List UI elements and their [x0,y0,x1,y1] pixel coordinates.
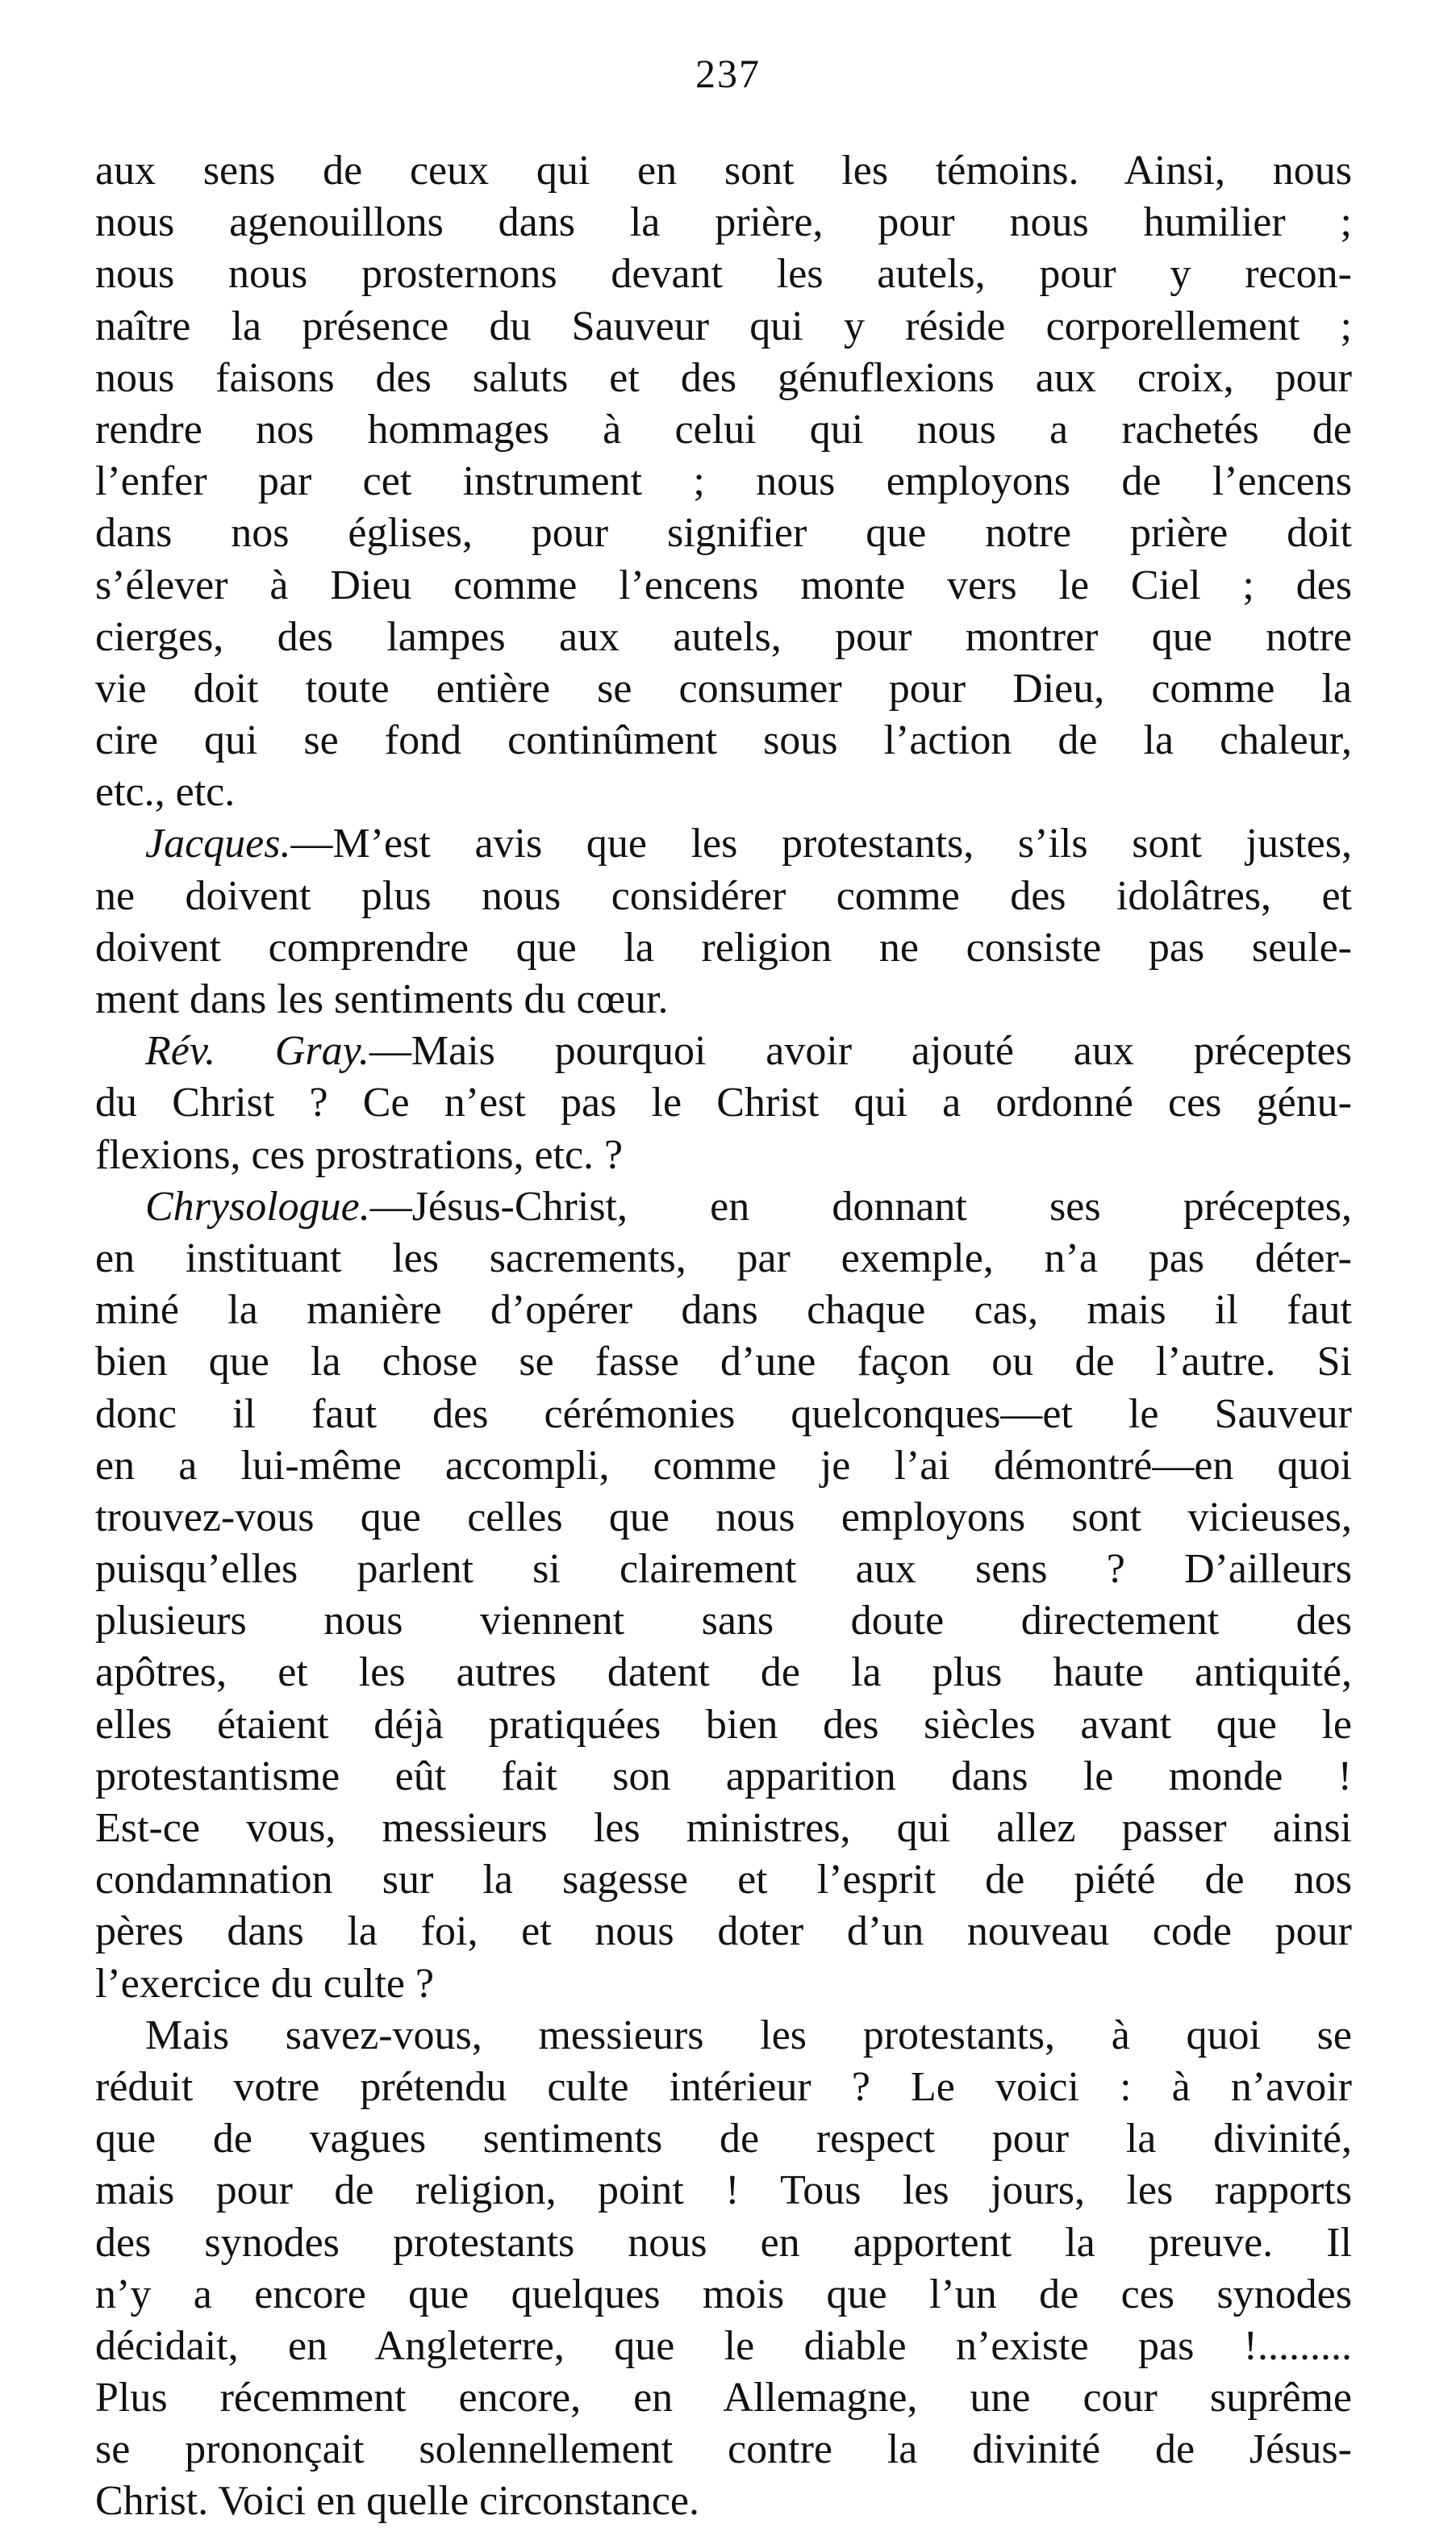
paragraph-start-line: Mais savez-vous, messieurs les protestants, à quoi se [145,2012,1352,2058]
text-line: plusieurs nous viennent sans doute directement des [95,1598,1352,1644]
text-line: des synodes protestants nous en apportent la preuve. Il [95,2219,1352,2266]
text-line: du Christ ? Ce n’est pas le Christ qui a ordonné ces génu- [95,1080,1352,1126]
text-line: flexions, ces prostrations, etc. ? [95,1131,624,1178]
text-line: nous faisons des saluts et des génuflexions aux croix, pour [95,354,1352,401]
dialogue-line-rev-gray: Rév. Gray.—Mais pourquoi avoir ajouté aux préceptes [145,1028,1352,1075]
page-number: 237 [695,51,761,96]
text-line: rendre nos hommages à celui qui nous a rachetés de [95,406,1352,453]
text-line: n’y a encore que quelques mois que l’un de ces synodes [95,2271,1352,2317]
text-line: que de vagues sentiments de respect pour la divinité, [95,2116,1352,2162]
text-line: Est-ce vous, messieurs les ministres, qui allez passer ainsi [95,1805,1352,1851]
text-line: nous agenouillons dans la prière, pour nous humilier ; [95,199,1352,246]
text-line: décidait, en Angleterre, que le diable n’existe pas !......... [95,2322,1352,2369]
text-line: ment dans les sentiments du cœur. [95,976,669,1022]
text-line: condamnation sur la sagesse et l’esprit de piété de nos [95,1857,1352,1903]
text-line: cire qui se fond continûment sous l’action de la chaleur, [95,717,1352,764]
text-line: cierges, des lampes aux autels, pour montrer que notre [95,613,1352,660]
dialogue-line-chrysologue: Chrysologue.—Jésus-Christ, en donnant ses préceptes, [145,1183,1352,1230]
text-line: doivent comprendre que la religion ne consiste pas seule- [95,924,1352,971]
text-line: protestantisme eût fait son apparition dans le monde ! [95,1753,1352,1799]
dialogue-line-jacques: Jacques.—M’est avis que les protestants, s’ils sont justes, [145,821,1352,867]
speaker-name: Jacques. [145,821,291,867]
text-line: trouvez-vous que celles que nous employons sont vicieuses, [95,1494,1352,1540]
text-line: mais pour de religion, point ! Tous les jours, les rapports [95,2167,1352,2214]
text-line: donc il faut des cérémonies quelconques—et le Sauveur [95,1390,1352,1437]
text-line: l’exercice du culte ? [95,1960,435,2007]
text-line: apôtres, et les autres datent de la plus haute antiquité, [95,1649,1352,1696]
text-line: s’élever à Dieu comme l’encens monte vers le Ciel ; des [95,562,1352,608]
text-line: pères dans la foi, et nous doter d’un nouveau code pour [95,1908,1352,1955]
text-line: miné la manière d’opérer dans chaque cas, mais il faut [95,1287,1352,1334]
text-line: dans nos églises, pour signifier que notre prière doit [95,510,1352,557]
text-line: etc., etc. [95,769,236,816]
speaker-name: Rév. Gray. [145,1028,369,1075]
text-line: Plus récemment encore, en Allemagne, une cour suprême [95,2375,1352,2421]
text-line: puisqu’elles parlent si clairement aux sens ? D’ailleurs [95,1546,1352,1593]
text-line: naître la présence du Sauveur qui y réside corporellement ; [95,303,1352,349]
text-line: se prononçait solennellement contre la divinité de Jésus- [95,2426,1352,2473]
text-line: nous nous prosternons devant les autels, pour y recon- [95,251,1352,298]
text-line: Christ. Voici en quelle circonstance. [95,2478,699,2525]
text-line: en instituant les sacrements, par exemple, n’a pas déter- [95,1235,1352,1281]
text-line: l’enfer par cet instrument ; nous employons de l’encens [95,458,1352,505]
speaker-name: Chrysologue. [145,1183,370,1230]
text-line: vie doit toute entière se consumer pour Dieu, comme la [95,665,1352,712]
text-line: ne doivent plus nous considérer comme des idolâtres, et [95,872,1352,919]
text-line: aux sens de ceux qui en sont les témoins. Ainsi, nous [95,148,1352,194]
body-text [95,145,1352,2528]
text-line: en a lui-même accompli, comme je l’ai démontré—en quoi [95,1442,1352,1489]
text-line: elles étaient déjà pratiquées bien des siècles avant que le [95,1701,1352,1748]
text-line: bien que la chose se fasse d’une façon ou de l’autre. Si [95,1339,1352,1385]
text-line: réduit votre prétendu culte intérieur ? Le voici : à n’avoir [95,2063,1352,2110]
